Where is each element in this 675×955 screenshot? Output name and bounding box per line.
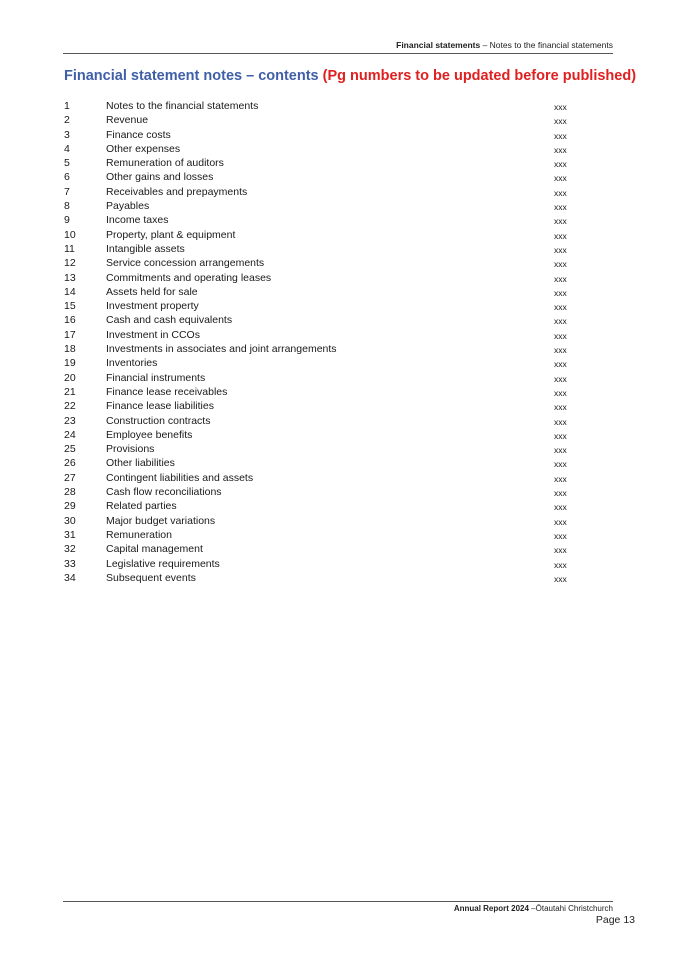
contents-entry[interactable] [64,471,584,485]
contents-entry[interactable] [64,228,584,242]
entry-title: Other expenses [106,142,181,155]
entry-page: xxx [554,430,567,441]
entry-page: xxx [554,330,567,341]
contents-entry[interactable] [64,557,584,571]
entry-number: 11 [64,242,75,255]
entry-title: Finance costs [106,128,171,141]
entry-page: xxx [554,516,567,527]
contents-entry[interactable] [64,356,584,370]
contents-entry[interactable] [64,170,584,184]
entry-title: Financial instruments [106,371,206,384]
page-title [64,66,636,86]
entry-title: Other gains and losses [106,171,214,184]
entry-page: xxx [554,116,567,127]
entry-number: 15 [64,300,76,313]
entry-page: xxx [554,359,567,370]
entry-number: 18 [64,343,76,356]
entry-number: 2 [64,114,70,127]
entry-page: xxx [554,202,567,213]
contents-entry[interactable] [64,299,584,313]
entry-number: 28 [64,486,76,499]
footer-report: Annual Report 2024 [453,904,529,913]
contents-entry[interactable] [64,514,584,528]
entry-title: Other liabilities [106,457,175,470]
entry-title: Cash flow reconciliations [106,486,222,499]
entry-number: 22 [64,400,76,413]
entry-title: Remuneration of auditors [106,157,224,170]
entry-title: Income taxes [106,214,169,227]
entry-number: 8 [64,200,70,213]
contents-entry[interactable] [64,128,584,142]
entry-title: Assets held for sale [106,285,198,298]
entry-page: xxx [554,144,567,155]
entry-title: Property, plant & equipment [106,228,236,241]
entry-page: xxx [554,545,567,556]
entry-number: 31 [64,528,76,541]
entry-title: Inventories [106,357,158,370]
entry-page: xxx [554,573,567,584]
entry-title: Legislative requirements [106,557,220,570]
contents-entry[interactable] [64,528,584,542]
entry-title: Major budget variations [106,514,216,527]
entry-title: Finance lease liabilities [106,400,214,413]
entry-page: xxx [554,102,567,112]
entry-number: 27 [64,471,76,484]
entry-number: 10 [64,228,76,241]
entry-page: xxx [554,445,567,456]
entry-title: Construction contracts [106,414,211,427]
entry-page: xxx [554,216,567,227]
entry-title: Intangible assets [106,242,185,255]
running-footer [454,904,613,914]
contents-entry[interactable] [64,456,584,470]
contents-entry[interactable] [64,256,584,270]
entry-page: xxx [554,187,567,198]
contents-entry[interactable] [64,99,584,113]
contents-entry[interactable] [64,542,584,556]
contents-entry[interactable] [64,213,584,227]
entry-title: Finance lease receivables [106,385,228,398]
entry-page: xxx [554,488,567,499]
contents-entry[interactable] [64,499,584,513]
contents-list [64,99,584,585]
contents-entry[interactable] [64,485,584,499]
entry-page: xxx [554,345,567,356]
entry-title: Commitments and operating leases [106,271,272,284]
entry-title: Revenue [106,114,149,127]
entry-page: xxx [554,373,567,384]
entry-number: 25 [64,443,76,456]
entry-number: 32 [64,543,76,556]
entry-title: Notes to the financial statements [106,100,259,112]
entry-number: 7 [64,185,70,198]
entry-title: Service concession arrangements [106,257,265,270]
running-header [63,40,613,54]
entry-page: xxx [554,559,567,570]
entry-page: xxx [554,316,567,327]
entry-number: 14 [64,285,76,298]
contents-entry[interactable] [64,414,584,428]
contents-entry[interactable] [64,428,584,442]
entry-number: 6 [64,171,70,184]
entry-title: Investment property [106,300,199,313]
title-main: Financial statement notes – contents [64,68,319,84]
footer-place: Ōtautahi Christchurch [535,904,613,913]
entry-number: 3 [64,128,70,141]
entry-title: Investment in CCOs [106,328,200,341]
contents-entry[interactable] [64,271,584,285]
page-number: Page 13 [595,914,635,926]
contents-entry[interactable] [64,242,584,256]
entry-page: xxx [554,402,567,413]
entry-number: 1 [64,100,70,112]
entry-page: xxx [554,502,567,513]
entry-number: 12 [64,257,76,270]
entry-page: xxx [554,259,567,270]
entry-page: xxx [554,173,567,184]
contents-entry[interactable] [64,113,584,127]
entry-number: 26 [64,457,76,470]
entry-number: 9 [64,214,70,227]
entry-number: 34 [64,571,76,584]
title-note: (Pg numbers to be updated before published) [322,68,637,84]
entry-title: Employee benefits [106,428,193,441]
entry-number: 24 [64,428,76,441]
contents-entry[interactable] [64,142,584,156]
entry-title: Investments in associates and joint arrangements [106,343,337,356]
entry-page: xxx [554,530,567,541]
entry-number: 23 [64,414,76,427]
contents-entry[interactable] [64,399,584,413]
entry-number: 19 [64,357,76,370]
entry-page: xxx [554,416,567,427]
entry-page: xxx [554,273,567,284]
contents-entry[interactable] [64,185,584,199]
entry-title: Contingent liabilities and assets [106,471,254,484]
entry-number: 5 [64,157,70,170]
footer-separator: – [528,904,536,913]
entry-number: 21 [64,385,76,398]
entry-title: Capital management [106,543,203,556]
footer-divider [63,901,613,902]
header-section: Financial statements [396,40,481,50]
entry-number: 33 [64,557,76,570]
entry-title: Provisions [106,443,155,456]
entry-page: xxx [554,130,567,141]
entry-page: xxx [554,159,567,170]
entry-number: 17 [64,328,76,341]
header-separator: – [480,40,490,50]
entry-page: xxx [554,387,567,398]
entry-page: xxx [554,244,567,255]
entry-page: xxx [554,230,567,241]
contents-entry[interactable] [64,328,584,342]
contents-entry[interactable] [64,313,584,327]
contents-entry[interactable] [64,442,584,456]
contents-entry[interactable] [64,342,584,356]
entry-number: 30 [64,514,76,527]
contents-entry[interactable] [64,285,584,299]
entry-number: 13 [64,271,76,284]
contents-entry[interactable] [64,156,584,170]
entry-title: Cash and cash equivalents [106,314,233,327]
header-subsection: Notes to the financial statements [489,40,613,50]
entry-page: xxx [554,473,567,484]
entry-title: Related parties [106,500,177,513]
entry-number: 29 [64,500,76,513]
contents-entry[interactable] [64,199,584,213]
entry-title: Receivables and prepayments [106,185,248,198]
entry-title: Remuneration [106,528,172,541]
entry-page: xxx [554,287,567,298]
contents-entry[interactable] [64,371,584,385]
entry-number: 16 [64,314,76,327]
contents-entry[interactable] [64,385,584,399]
entry-number: 4 [64,142,70,155]
entry-number: 20 [64,371,76,384]
entry-page: xxx [554,459,567,470]
contents-entry[interactable] [64,571,584,585]
entry-title: Subsequent events [106,571,196,584]
entry-page: xxx [554,302,567,313]
entry-title: Payables [106,200,150,213]
